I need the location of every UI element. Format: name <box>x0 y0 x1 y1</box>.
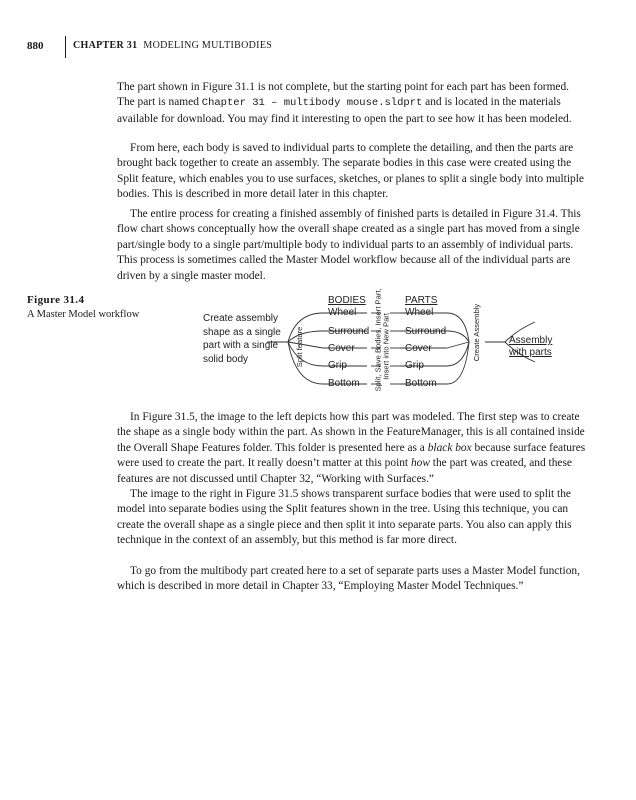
part-item: Grip <box>405 360 424 371</box>
paragraph-6: To go from the multibody part created here to a set of separate parts uses a Master Model function, which is described in more detail in Chapter 33, “Employing Master Model Techniques.” <box>117 565 580 593</box>
p1-text-a: The part shown in Figure 31.1 is not complete, but the starting point for each part has been formed. The part is named <box>117 81 570 109</box>
save-bodies-line-2: Insert into New Part <box>382 313 391 380</box>
paragraph-3: The entire process for creating a finished assembly of finished parts is detailed in Figure 31.4. This flow chart shows conceptually how the overall shape created as a single part has moved from a single part/single body to a single part/multiple body to individual parts to an assembly of individual parts. This process is sometimes called the Master Model workflow because all of the individual parts are driven by a single master model. <box>117 208 581 282</box>
paragraph-5: The image to the right in Figure 31.5 shows transparent surface bodies that were used to split the model into separate bodies using the Split features shown in the tree. Using this technique, you can create the overall shape as a single piece and then split it into separate parts. You also can apply this technique in the context of an assembly, but this method is far more direct. <box>117 488 572 547</box>
part-item: Cover <box>405 343 432 354</box>
p4-text-c: the part was created, and these features are not discussed until Chapter 32, “Working with Surfaces.” <box>117 457 572 485</box>
body-item: Grip <box>328 360 347 371</box>
part-item: Surround <box>405 326 447 337</box>
bodies-header: BODIES <box>328 295 366 306</box>
emphasis-black-box: black box <box>427 441 472 454</box>
save-bodies-label <box>373 288 392 392</box>
paragraph-1 <box>117 80 587 127</box>
chapter-title: MODELING MULTIBODIES <box>143 40 273 51</box>
split-feature-label: Split feature <box>294 326 304 368</box>
body-item: Bottom <box>328 378 360 389</box>
start-box: Create assembly shape as a single part with a single solid body <box>203 313 281 365</box>
p4-text-a: In Figure 31.5, the image to the left depicts how this part was modeled. The first step was to create the shape as a single body within the part. As shown in the FeatureManager, this is all contained inside the Overall Shape Features folder. This folder is presented here as a <box>117 411 585 454</box>
header-divider <box>65 36 66 58</box>
body-item: Wheel <box>328 307 357 318</box>
page-number: 880 <box>27 40 44 52</box>
body-item: Cover <box>328 343 355 354</box>
chapter-heading <box>73 40 272 51</box>
filename-code: Chapter 31 – multibody mouse.sldprt <box>201 97 423 110</box>
p1-text-b: and is located in the materials available for download. You may find it interesting to open the part to see how it has been modeled. <box>117 96 572 125</box>
part-item: Wheel <box>405 307 434 318</box>
save-bodies-line-1: Split, Save Bodies, Insert Part, <box>373 288 383 392</box>
part-item: Bottom <box>405 378 437 389</box>
workflow-flowchart <box>195 290 595 394</box>
paragraph-2: From here, each body is saved to individual parts to complete the detailing, and then the parts are brought back together to create an assembly. The separate bodies in this case were created using the Split feature, which enables you to use surfaces, sketches, or planes to split a single body into multiple bodies. This is described in more detail later in this chapter. <box>117 142 584 201</box>
figure-label: Figure 31.4 <box>27 294 85 306</box>
result-label: Assembly with parts <box>509 335 553 358</box>
body-item: Surround <box>328 326 370 337</box>
parts-header: PARTS <box>405 295 438 306</box>
create-assembly-label: Create Assembly <box>471 303 481 362</box>
paragraph-4 <box>117 410 587 487</box>
chapter-number: CHAPTER 31 <box>73 40 138 51</box>
figure-caption: A Master Model workflow <box>27 309 140 320</box>
emphasis-how: how <box>410 457 430 470</box>
p4-text-b: because surface features were used to create the part. It really doesn’t matter at this point <box>117 441 586 470</box>
